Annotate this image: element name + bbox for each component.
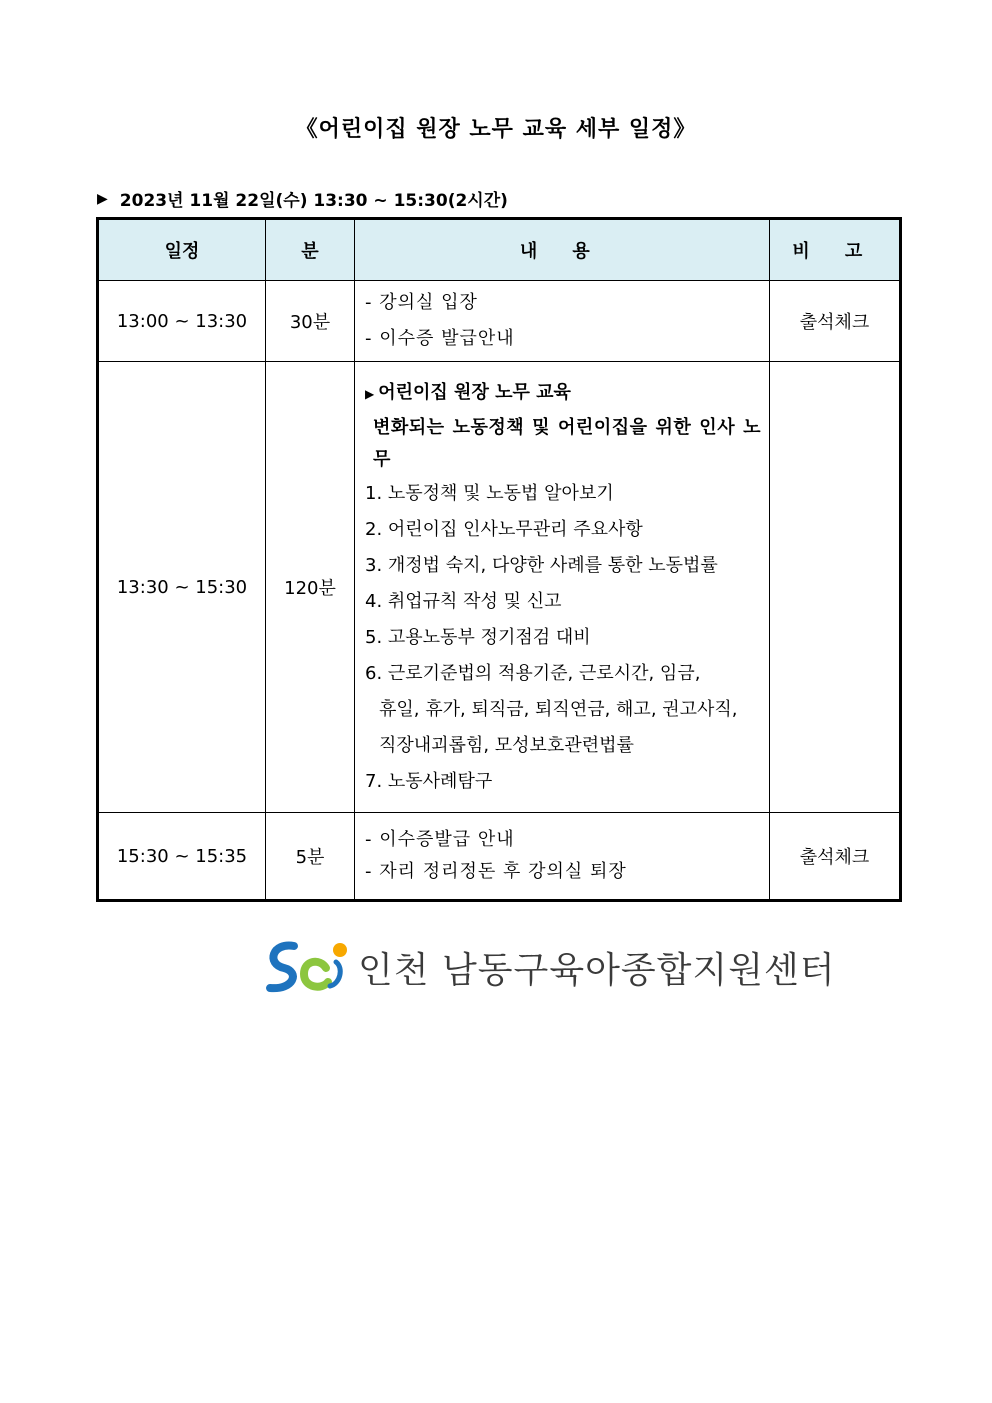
content-subtitle: 변화되는 노동정책 및 어린이집을 위한 인사 노무 <box>373 416 761 470</box>
list-item: 직장내괴롭힘, 모성보호관련법률 <box>379 734 634 756</box>
row-minutes: 30분 <box>266 281 355 362</box>
row-minutes: 120분 <box>266 362 355 813</box>
table-row <box>98 281 901 362</box>
center-logo-icon <box>264 938 348 996</box>
content-heading: ▶ 어린이집 원장 노무 교육 <box>365 381 571 403</box>
row-note: 출석체크 <box>770 281 901 362</box>
header-note: 비 고 <box>770 219 901 281</box>
row-minutes: 5분 <box>266 813 355 901</box>
row-note: 출석체크 <box>770 813 901 901</box>
header-minutes: 분 <box>266 219 355 281</box>
bullet-icon: ▶ <box>97 190 108 207</box>
row-time: 13:30 ~ 15:30 <box>98 362 266 813</box>
row-time: 15:30 ~ 15:35 <box>98 813 266 901</box>
content-line: - 자리 정리정돈 후 강의실 퇴장 <box>365 856 761 888</box>
list-item: 4. 취업규칙 작성 및 신고 <box>365 590 562 612</box>
header-content: 내 용 <box>355 219 770 281</box>
list-item: 6. 근로기준법의 적용기준, 근로시간, 임금, <box>365 662 701 684</box>
row-content <box>355 281 770 362</box>
table-row <box>98 813 901 901</box>
content-line: - 강의실 입장 <box>365 285 761 321</box>
table-header-row <box>98 219 901 281</box>
bullet-icon: ▶ <box>365 386 375 401</box>
page-title: 《어린이집 원장 노무 교육 세부 일정》 <box>295 117 697 142</box>
list-item: 1. 노동정책 및 노동법 알아보기 <box>365 482 614 504</box>
row-content <box>355 813 770 901</box>
center-logo <box>264 938 836 996</box>
table-row <box>98 362 901 813</box>
list-item: 7. 노동사례탐구 <box>365 770 493 792</box>
list-item: 3. 개정법 숙지, 다양한 사례를 통한 노동법률 <box>365 554 718 576</box>
date-text: 2023년 11월 22일(수) 13:30 ~ 15:30(2시간) <box>119 191 508 211</box>
content-line: - 이수증발급 안내 <box>365 824 761 856</box>
schedule-table <box>96 217 902 902</box>
list-item: 2. 어린이집 인사노무관리 주요사항 <box>365 518 643 540</box>
header-schedule: 일정 <box>98 219 266 281</box>
content-line: - 이수증 발급안내 <box>365 321 761 357</box>
list-item: 휴일, 휴가, 퇴직금, 퇴직연금, 해고, 권고사직, <box>379 698 738 720</box>
row-note <box>770 362 901 813</box>
row-content <box>355 362 770 813</box>
center-logo-text: 인천 남동구육아종합지원센터 <box>358 949 836 991</box>
list-item: 5. 고용노동부 정기점검 대비 <box>365 626 591 648</box>
row-time: 13:00 ~ 13:30 <box>98 281 266 362</box>
date-line <box>97 186 508 211</box>
